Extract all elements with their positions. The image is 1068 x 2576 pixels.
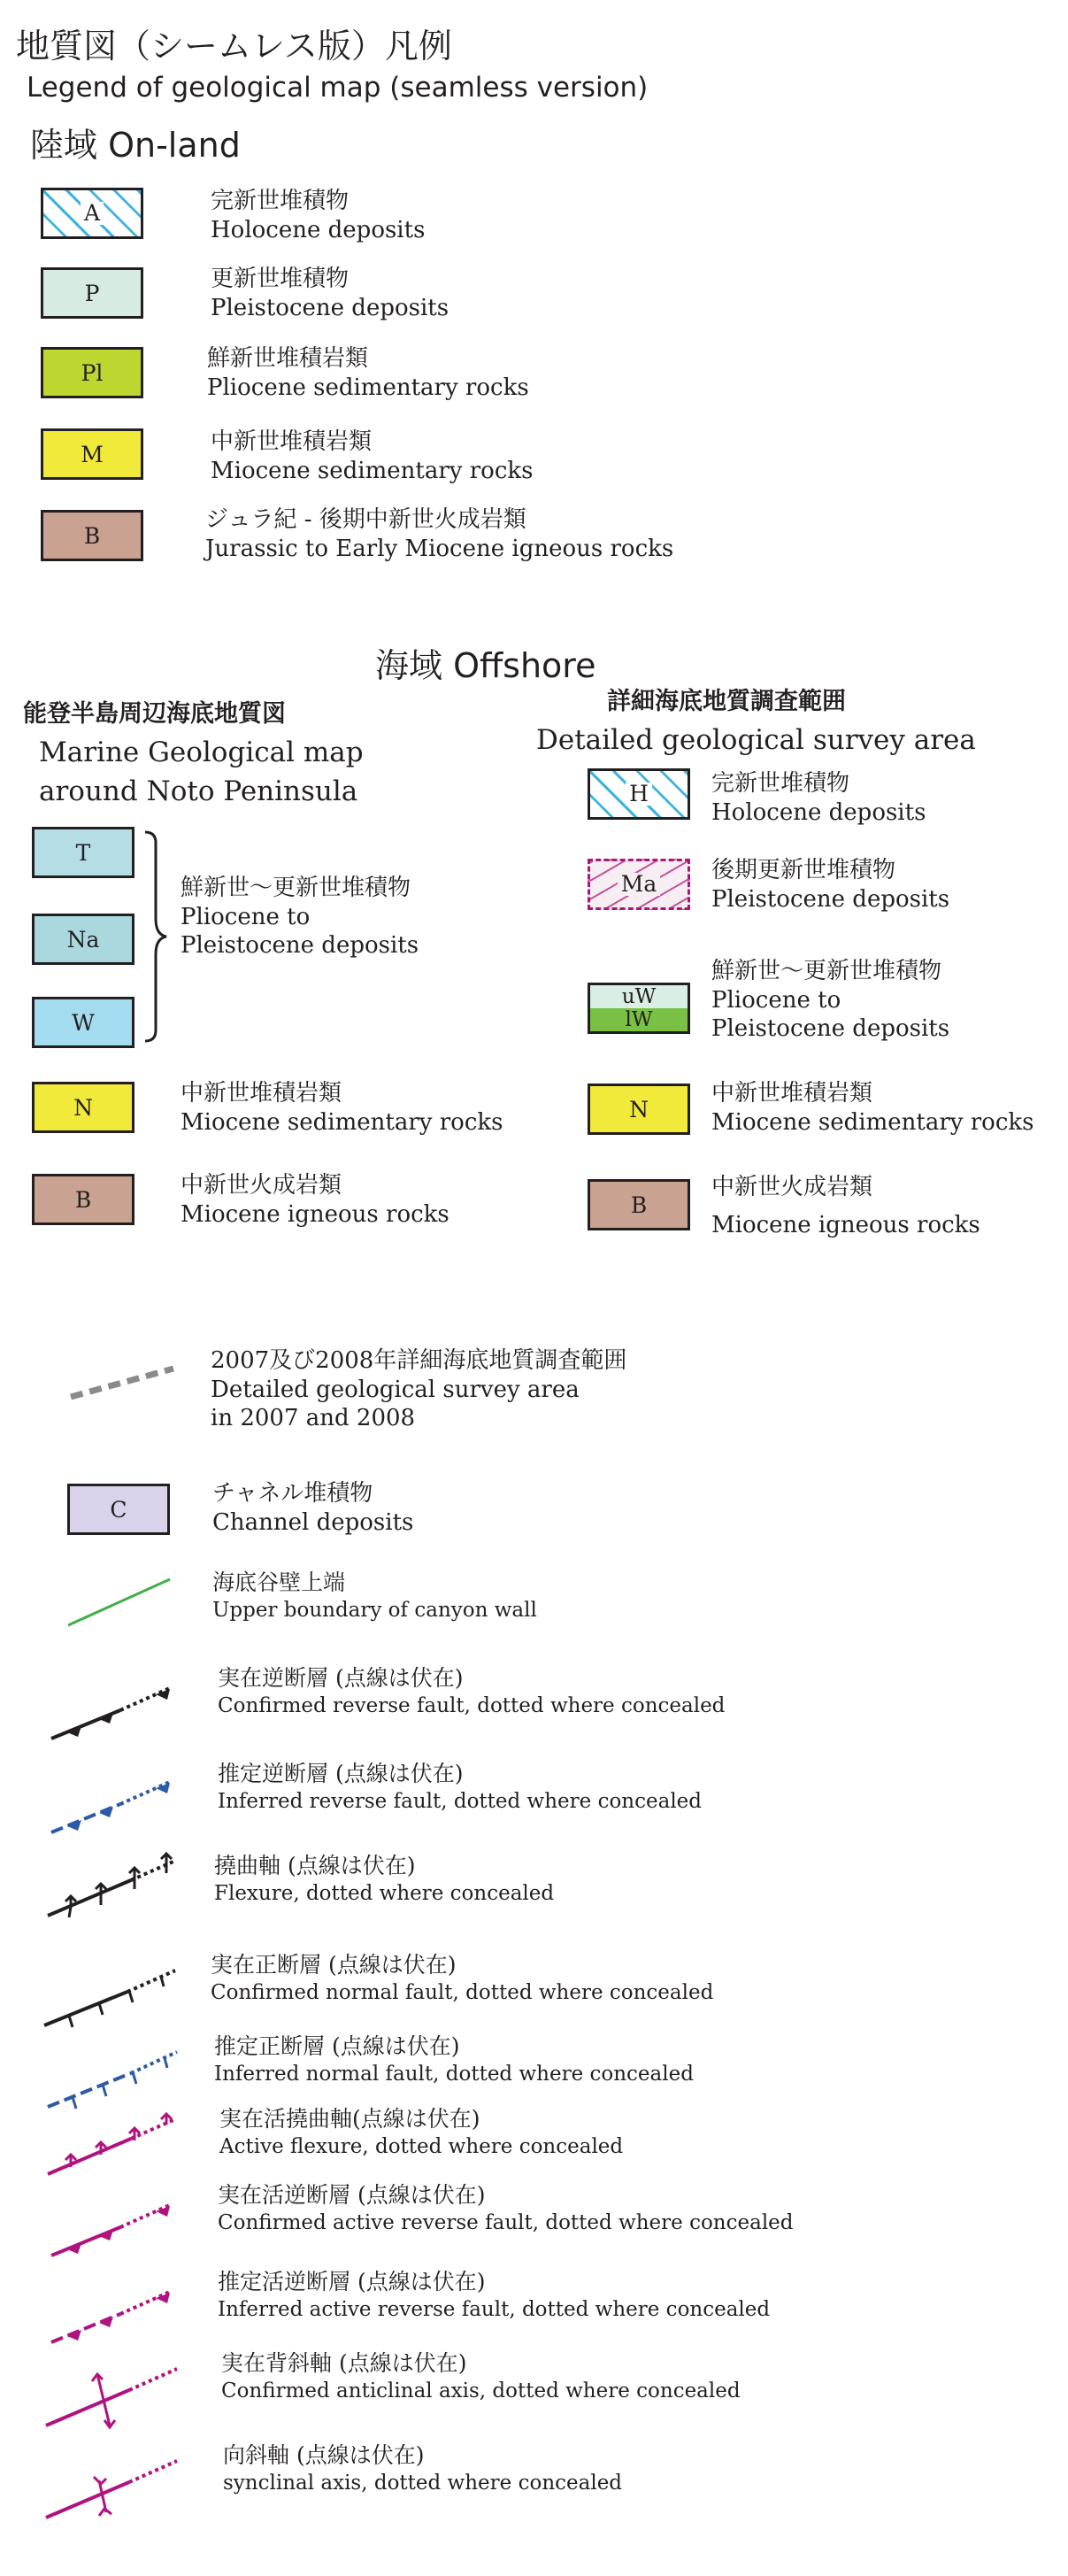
offshore-right-title-jp: 詳細海底地質調査範囲 bbox=[607, 688, 846, 715]
offshore-right-label-w bbox=[711, 956, 949, 1043]
offshore-right-title-en: Detailed geological survey area bbox=[536, 724, 976, 756]
offshore-code-lw: lW bbox=[590, 1008, 688, 1031]
offshore-left-title-en-1: Marine Geological map bbox=[39, 737, 364, 768]
offshore-left-title-en-2: around Noto Peninsula bbox=[39, 775, 358, 807]
channel-en: Channel deposits bbox=[212, 1509, 414, 1536]
channel-jp: チャネル堆積物 bbox=[212, 1480, 373, 1507]
offshore-left-title-jp: 能登半島周辺海底地質図 bbox=[23, 700, 286, 728]
active-flexure-icon bbox=[46, 2110, 179, 2181]
inferred-reverse-fault-icon bbox=[50, 1774, 173, 1836]
onland-heading: 陸域 On-land bbox=[30, 126, 241, 165]
offshore-en: Pleistocene deposits bbox=[711, 886, 950, 913]
synclinal-axis-icon bbox=[44, 2450, 179, 2525]
offshore-code-uw: uW bbox=[590, 985, 688, 1008]
offshore-right-label-n bbox=[711, 1078, 1033, 1137]
onland-label-pliocene bbox=[207, 343, 529, 402]
onland-jp: 更新世堆積物 bbox=[211, 266, 350, 292]
line-jp: 撓曲軸 (点線は伏在) bbox=[214, 1853, 416, 1878]
legend-title-jp: 地質図（シームレス版）凡例 bbox=[16, 27, 452, 66]
survey-jp: 2007及び2008年詳細海底地質調査範囲 bbox=[211, 1347, 627, 1374]
onland-box-pleistocene: P bbox=[41, 267, 143, 319]
onland-en: Pleistocene deposits bbox=[211, 295, 449, 321]
survey-en-2: in 2007 and 2008 bbox=[211, 1405, 416, 1431]
onland-box-igneous: B bbox=[41, 510, 143, 561]
offshore-en: Holocene deposits bbox=[711, 799, 926, 826]
offshore-right-box-b: B bbox=[588, 1179, 690, 1230]
onland-label-miocene bbox=[211, 427, 533, 485]
offshore-box-ma bbox=[588, 859, 690, 910]
line-en: Confirmed normal fault, dotted where concealed bbox=[211, 1981, 714, 2004]
offshore-right-box-n: N bbox=[588, 1084, 690, 1135]
onland-label-pleistocene bbox=[211, 264, 449, 322]
offshore-box-na: Na bbox=[32, 914, 134, 965]
canyon-wall-line-icon bbox=[65, 1576, 173, 1629]
offshore-left-label-n bbox=[181, 1078, 503, 1137]
offshore-heading: 海域 Offshore bbox=[375, 646, 596, 685]
onland-box-holocene bbox=[41, 188, 143, 239]
line-label-3 bbox=[211, 1951, 713, 2006]
channel-label bbox=[212, 1478, 413, 1537]
confirmed-active-reverse-fault-icon bbox=[50, 2197, 173, 2259]
offshore-jp: 鮮新世～更新世堆積物 bbox=[711, 958, 942, 984]
onland-box-pliocene: Pl bbox=[41, 347, 143, 398]
line-en: Inferred active reverse fault, dotted where concealed bbox=[218, 2298, 771, 2321]
offshore-box-t: T bbox=[32, 827, 134, 878]
offshore-right-label-ma bbox=[711, 855, 949, 914]
survey-area-label bbox=[211, 1346, 626, 1432]
offshore-jp: 完新世堆積物 bbox=[711, 770, 850, 797]
offshore-right-label-b bbox=[711, 1172, 980, 1239]
offshore-en-2: Pleistocene deposits bbox=[711, 1015, 950, 1042]
line-en: Flexure, dotted where concealed bbox=[214, 1882, 555, 1905]
onland-label-igneous bbox=[205, 505, 673, 563]
line-en: Confirmed active reverse fault, dotted where concealed bbox=[218, 2211, 794, 2234]
offshore-jp: 中新世堆積岩類 bbox=[711, 1080, 873, 1107]
offshore-code-ma: Ma bbox=[618, 873, 661, 896]
line-label-4 bbox=[214, 2032, 694, 2087]
onland-en: Pliocene sedimentary rocks bbox=[207, 374, 529, 401]
bracket-en-1: Pliocene to bbox=[181, 904, 311, 930]
line-jp: 実在活撓曲軸(点線は伏在) bbox=[219, 2106, 480, 2132]
legend-title-en: Legend of geological map (seamless version) bbox=[27, 72, 649, 104]
line-label-8 bbox=[221, 2349, 741, 2404]
line-jp: 実在背斜軸 (点線は伏在) bbox=[221, 2350, 467, 2376]
onland-jp: ジュラ紀 - 後期中新世火成岩類 bbox=[205, 506, 526, 533]
anticlinal-axis-icon bbox=[44, 2358, 179, 2433]
line-en: Inferred normal fault, dotted where concealed bbox=[214, 2063, 694, 2086]
line-jp: 推定正断層 (点線は伏在) bbox=[214, 2033, 460, 2059]
line-label-1 bbox=[218, 1760, 702, 1815]
offshore-en: Miocene igneous rocks bbox=[181, 1201, 449, 1228]
offshore-jp: 中新世火成岩類 bbox=[711, 1174, 873, 1200]
offshore-en: Miocene igneous rocks bbox=[711, 1212, 980, 1238]
offshore-jp: 後期更新世堆積物 bbox=[711, 857, 896, 883]
channel-box: C bbox=[67, 1484, 170, 1535]
line-en: synclinal axis, dotted where concealed bbox=[223, 2472, 623, 2495]
onland-en: Holocene deposits bbox=[211, 217, 426, 243]
onland-en: Miocene sedimentary rocks bbox=[211, 458, 534, 484]
flexure-icon bbox=[46, 1852, 179, 1923]
offshore-left-box-b: B bbox=[32, 1174, 134, 1225]
line-label-2 bbox=[214, 1852, 554, 1907]
offshore-left-box-n: N bbox=[32, 1082, 134, 1133]
confirmed-normal-fault-icon bbox=[42, 1960, 177, 2031]
line-label-5 bbox=[219, 2105, 623, 2160]
bracket-jp: 鮮新世～更新世堆積物 bbox=[181, 875, 411, 901]
offshore-en-1: Pliocene to bbox=[711, 987, 841, 1014]
onland-jp: 鮮新世堆積岩類 bbox=[207, 345, 369, 372]
onland-label-holocene bbox=[211, 186, 425, 244]
offshore-en: Miocene sedimentary rocks bbox=[181, 1109, 503, 1136]
onland-en: Jurassic to Early Miocene igneous rocks bbox=[205, 536, 674, 562]
offshore-jp: 中新世火成岩類 bbox=[181, 1172, 342, 1199]
line-label-7 bbox=[218, 2268, 770, 2323]
bracket-en-2: Pleistocene deposits bbox=[181, 932, 419, 959]
offshore-en: Miocene sedimentary rocks bbox=[711, 1109, 1034, 1136]
line-en: Confirmed reverse fault, dotted where concealed bbox=[218, 1694, 726, 1717]
onland-jp: 中新世堆積岩類 bbox=[211, 428, 373, 455]
onland-box-miocene: M bbox=[41, 428, 143, 480]
canyon-label bbox=[212, 1569, 537, 1623]
inferred-active-reverse-fault-icon bbox=[50, 2284, 173, 2346]
line-jp: 推定逆断層 (点線は伏在) bbox=[218, 1761, 464, 1786]
line-label-0 bbox=[218, 1664, 725, 1719]
line-label-6 bbox=[218, 2181, 794, 2236]
survey-area-dashed-line-icon bbox=[67, 1363, 177, 1402]
offshore-box-uw-lw bbox=[588, 983, 690, 1034]
canyon-en: Upper boundary of canyon wall bbox=[212, 1599, 537, 1622]
line-jp: 実在逆断層 (点線は伏在) bbox=[218, 1665, 464, 1691]
offshore-box-h bbox=[588, 768, 690, 820]
line-jp: 実在正断層 (点線は伏在) bbox=[211, 1952, 457, 1978]
survey-en-1: Detailed geological survey area bbox=[211, 1377, 580, 1403]
line-label-9 bbox=[223, 2441, 622, 2496]
offshore-box-w: W bbox=[32, 997, 134, 1048]
onland-code-a: A bbox=[81, 202, 104, 225]
curly-brace-icon bbox=[142, 830, 172, 1043]
line-jp: 推定活逆断層 (点線は伏在) bbox=[218, 2269, 486, 2294]
offshore-jp: 中新世堆積岩類 bbox=[181, 1080, 342, 1107]
line-jp: 向斜軸 (点線は伏在) bbox=[223, 2442, 425, 2468]
confirmed-reverse-fault-icon bbox=[50, 1680, 173, 1742]
offshore-right-label-h bbox=[711, 768, 926, 827]
line-en: Inferred reverse fault, dotted where concealed bbox=[218, 1790, 703, 1813]
inferred-normal-fault-icon bbox=[46, 2041, 179, 2112]
offshore-left-label-b bbox=[181, 1170, 449, 1229]
offshore-code-h: H bbox=[626, 783, 652, 806]
line-jp: 実在活逆断層 (点線は伏在) bbox=[218, 2182, 486, 2208]
canyon-jp: 海底谷壁上端 bbox=[212, 1570, 346, 1595]
line-en: Confirmed anticlinal axis, dotted where concealed bbox=[221, 2379, 741, 2402]
offshore-left-bracket-label bbox=[181, 873, 419, 960]
line-en: Active flexure, dotted where concealed bbox=[219, 2135, 624, 2158]
onland-jp: 完新世堆積物 bbox=[211, 188, 350, 214]
